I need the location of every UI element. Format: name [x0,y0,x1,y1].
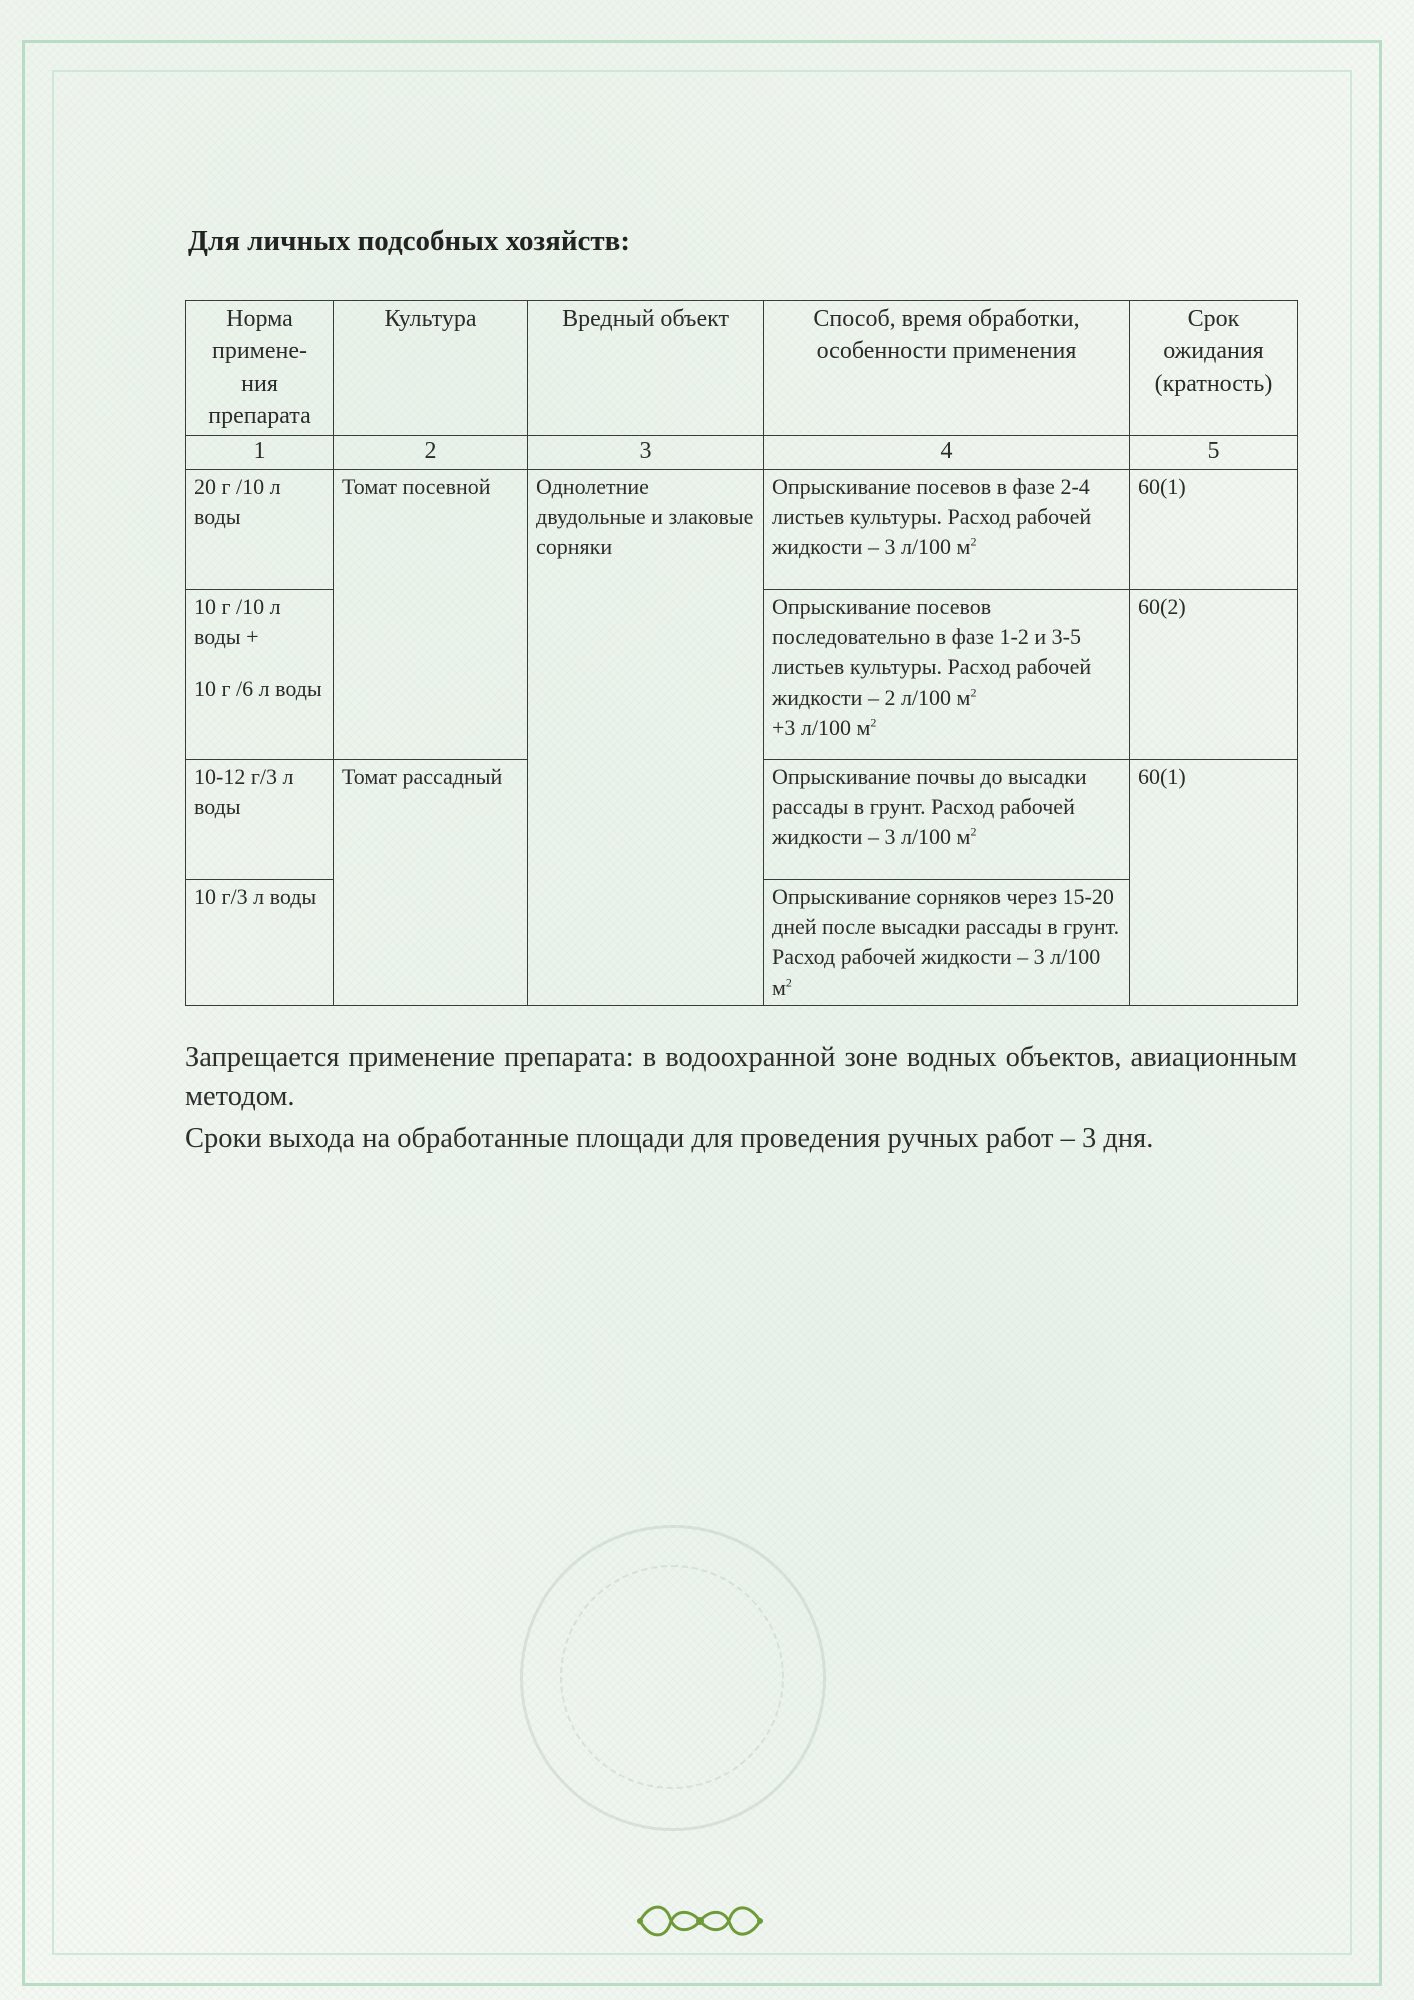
col-number: 4 [764,435,1130,469]
table-number-row [186,435,1298,469]
wait-cell: 60(1) [1130,759,1298,1005]
method-text: Опрыскивание посевов последовательно в фазе 1-2 и 3-5 листьев культуры. Расход рабочей жидкости – 2 л/100 м [772,593,1092,710]
method-cell [764,469,1130,589]
col-number: 5 [1130,435,1298,469]
norm-cell: 10 г/3 л воды [186,879,334,1005]
superscript: 2 [970,824,977,839]
culture-cell: Томат посевной [334,469,528,759]
pest-cell: Однолетние двудольные и злаковые сорняки [528,469,764,1005]
superscript: 2 [970,534,977,549]
superscript: 2 [970,685,977,700]
method-text: +3 л/100 м [772,715,871,740]
superscript: 2 [785,975,792,990]
table-header-row [186,301,1298,436]
superscript: 2 [870,715,877,730]
wait-cell: 60(2) [1130,589,1298,759]
section-heading: Для личных подсобных хозяйств: [188,225,630,257]
col-number: 2 [334,435,528,469]
norm-text: 10 г /10 л воды + [194,593,281,649]
faint-seal-inner [560,1565,784,1789]
header-method: Способ, время обработки, особенности применения [764,301,1130,436]
norm-text: 10 г /6 л воды [194,676,322,702]
wait-cell: 60(1) [1130,469,1298,589]
method-cell [764,879,1130,1005]
method-text: Опрыскивание сорняков через 15-20 дней после высадки рассады в грунт. Расход рабочей жидкости – 3 л/100 м [772,883,1120,1000]
header-pest: Вредный объект [528,301,764,436]
notes-block [185,1038,1297,1161]
application-table [185,300,1298,1006]
norm-cell: 10-12 г/3 л воды [186,759,334,879]
norm-cell [186,589,334,759]
col-number: 3 [528,435,764,469]
ornament-icon [630,1898,770,1944]
norm-cell: 20 г /10 л воды [186,469,334,589]
method-text: Опрыскивание почвы до высадки рассады в грунт. Расход рабочей жидкости – 3 л/100 м [772,763,1087,850]
header-norm: Норма примене-ния препарата [186,301,334,436]
method-cell [764,759,1130,879]
restriction-paragraph: Запрещается применение препарата: в водоохранной зоне водных объектов, авиационным методом. [185,1042,1297,1113]
method-text: Опрыскивание посевов в фазе 2-4 листьев культуры. Расход рабочей жидкости – 3 л/100 м [772,473,1092,560]
col-number: 1 [186,435,334,469]
method-cell [764,589,1130,759]
reentry-paragraph: Сроки выхода на обработанные площади для проведения ручных работ – 3 дня. [185,1123,1154,1155]
header-wait: Срок ожидания (кратность) [1130,301,1298,436]
culture-cell: Томат рассадный [334,759,528,1005]
header-culture: Культура [334,301,528,436]
table-row [186,469,1298,589]
